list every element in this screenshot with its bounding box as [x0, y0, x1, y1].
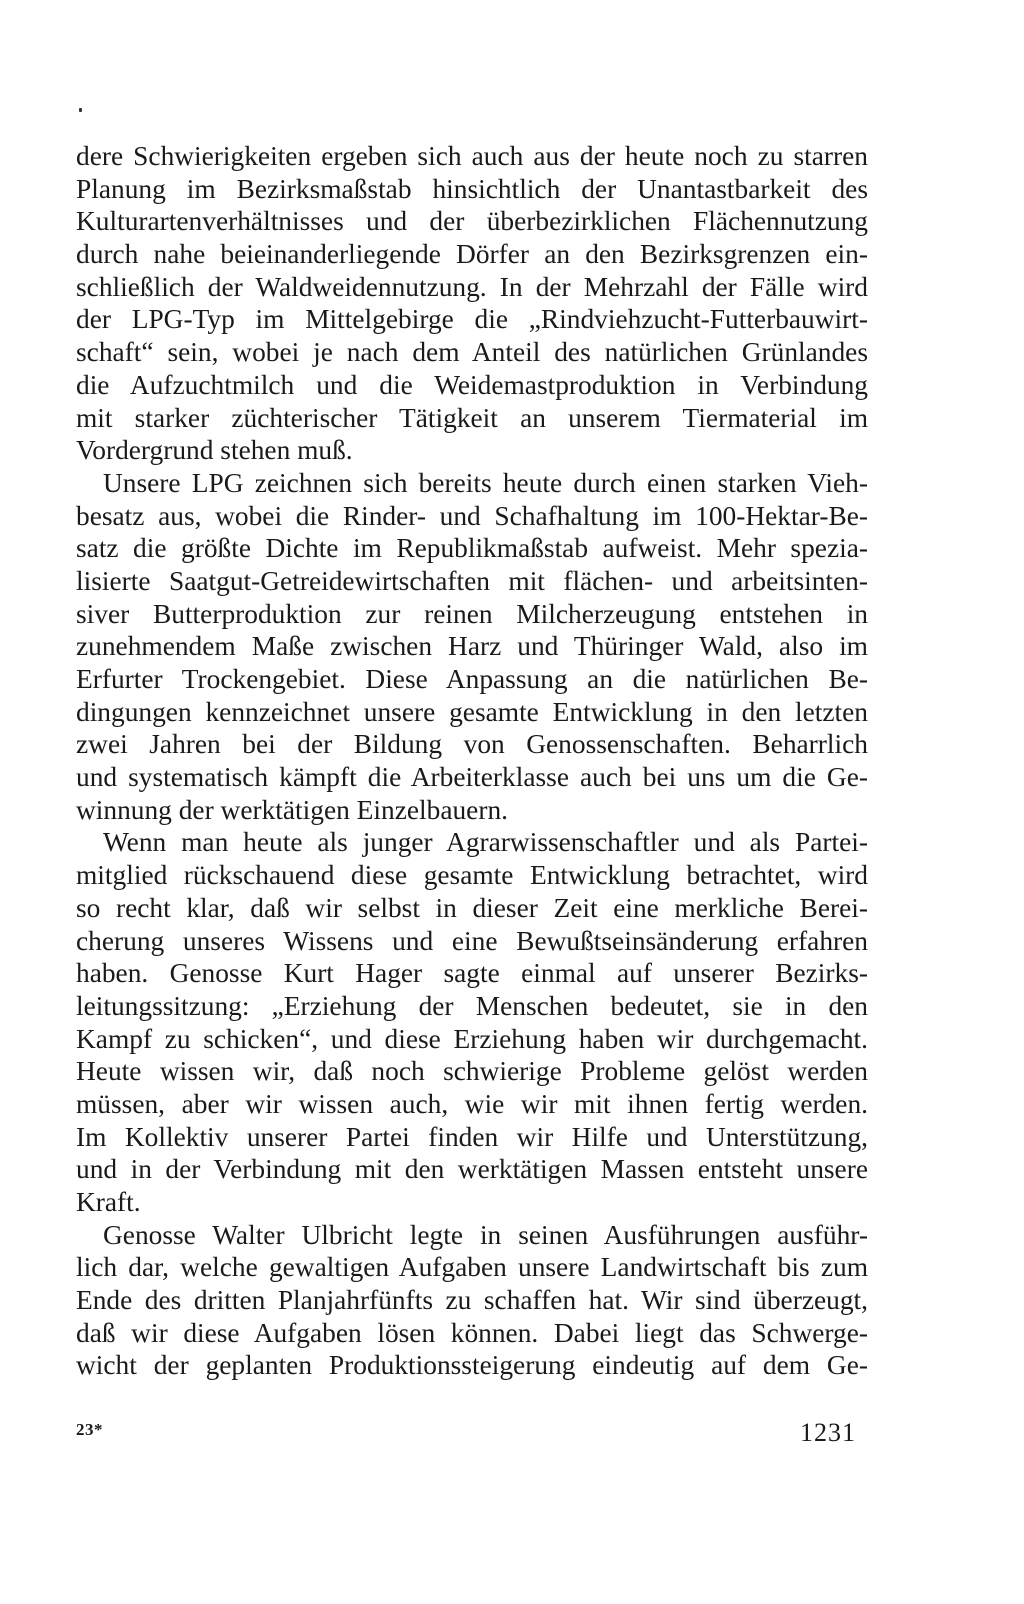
- text-line: mit starker züchterischer Tätigkeit an unserem Tiermaterial im: [76, 402, 868, 433]
- text-line: besatz aus, wobei die Rinder- und Schafhaltung im 100-Hektar-Be-: [76, 500, 868, 531]
- sheet-signature: 23*: [76, 1420, 103, 1439]
- body-text: [76, 140, 868, 1382]
- text-line: wicht der geplanten Produktionssteigerung eindeutig auf dem Ge-: [76, 1350, 868, 1381]
- text-line: siver Butterproduktion zur reinen Milcherzeugung entstehen in: [76, 598, 868, 629]
- text-line: daß wir diese Aufgaben lösen können. Dabei liegt das Schwerge-: [76, 1317, 868, 1348]
- text-line: und systematisch kämpft die Arbeiterklasse auch bei uns um die Ge-: [76, 762, 868, 793]
- text-line: Kulturartenverhältnisses und der überbezirklichen Flächennutzung: [76, 206, 868, 237]
- text-line: haben. Genosse Kurt Hager sagte einmal auf unserer Bezirks-: [76, 958, 868, 989]
- text-line: schließlich der Waldweidennutzung. In der Mehrzahl der Fälle wird: [76, 271, 868, 302]
- text-line: lisierte Saatgut-Getreidewirtschaften mit flächen- und arbeitsinten-: [76, 565, 868, 596]
- text-line: Unsere LPG zeichnen sich bereits heute durch einen starken Vieh-: [103, 467, 868, 498]
- stray-mark: [79, 108, 82, 112]
- text-line: dere Schwierigkeiten ergeben sich auch aus der heute noch zu starren: [76, 141, 868, 171]
- text-line: zwei Jahren bei der Bildung von Genossenschaften. Beharrlich: [76, 729, 868, 760]
- text-line: schaft“ sein, wobei je nach dem Anteil des natürlichen Grünlandes: [76, 337, 868, 368]
- text-line: Heute wissen wir, daß noch schwierige Probleme gelöst werden: [76, 1056, 868, 1087]
- text-line: Wenn man heute als junger Agrarwissenschaftler und als Partei-: [103, 827, 868, 858]
- text-line: Kampf zu schicken“, und diese Erziehung haben wir durchgemacht.: [76, 1023, 868, 1054]
- text-line: so recht klar, daß wir selbst in dieser Zeit eine merkliche Berei-: [76, 892, 868, 923]
- text-line: müssen, aber wir wissen auch, wie wir mit ihnen fertig werden.: [76, 1088, 868, 1119]
- page-number: 1231: [800, 1418, 856, 1447]
- page-footer: [76, 1418, 868, 1450]
- text-line: Ende des dritten Planjahrfünfts zu schaffen hat. Wir sind überzeugt,: [76, 1285, 868, 1316]
- text-line: und in der Verbindung mit den werktätigen Massen entsteht unsere: [76, 1154, 868, 1185]
- text-line: Kraft.: [76, 1187, 141, 1217]
- text-line: mitglied rückschauend diese gesamte Entwicklung betrachtet, wird: [76, 860, 868, 891]
- text-line: Im Kollektiv unserer Partei finden wir Hilfe und Unterstützung,: [76, 1121, 868, 1152]
- paragraph: [76, 1219, 868, 1382]
- text-line: zunehmendem Maße zwischen Harz und Thüringer Wald, also im: [76, 631, 868, 662]
- text-line: leitungssitzung: „Erziehung der Menschen bedeutet, sie in den: [76, 990, 868, 1021]
- text-line: satz die größte Dichte im Republikmaßstab aufweist. Mehr spezia-: [76, 533, 868, 564]
- paragraph: [76, 140, 868, 467]
- text-line: winnung der werktätigen Einzelbauern.: [76, 794, 509, 825]
- text-line: dingungen kennzeichnet unsere gesamte Entwicklung in den letzten: [76, 696, 868, 727]
- text-line: die Aufzuchtmilch und die Weidemastproduktion in Verbindung: [76, 369, 868, 400]
- text-line: Vordergrund stehen muß.: [76, 435, 353, 466]
- text-line: lich dar, welche gewaltigen Aufgaben unsere Landwirtschaft bis zum: [76, 1252, 868, 1283]
- text-line: cherung unseres Wissens und eine Bewußtseinsänderung erfahren: [76, 925, 868, 956]
- text-line: Planung im Bezirksmaßstab hinsichtlich der Unantastbarkeit des: [76, 173, 868, 204]
- paragraph: [76, 826, 868, 1218]
- text-line: Genosse Walter Ulbricht legte in seinen Ausführungen ausführ-: [103, 1219, 868, 1250]
- text-line: der LPG-Typ im Mittelgebirge die „Rindviehzucht-Futterbauwirt-: [76, 304, 868, 335]
- text-line: durch nahe beieinanderliegende Dörfer an den Bezirksgrenzen ein-: [76, 239, 868, 270]
- paragraph: [76, 467, 868, 827]
- text-line: Erfurter Trockengebiet. Diese Anpassung an die natürlichen Be-: [76, 664, 868, 694]
